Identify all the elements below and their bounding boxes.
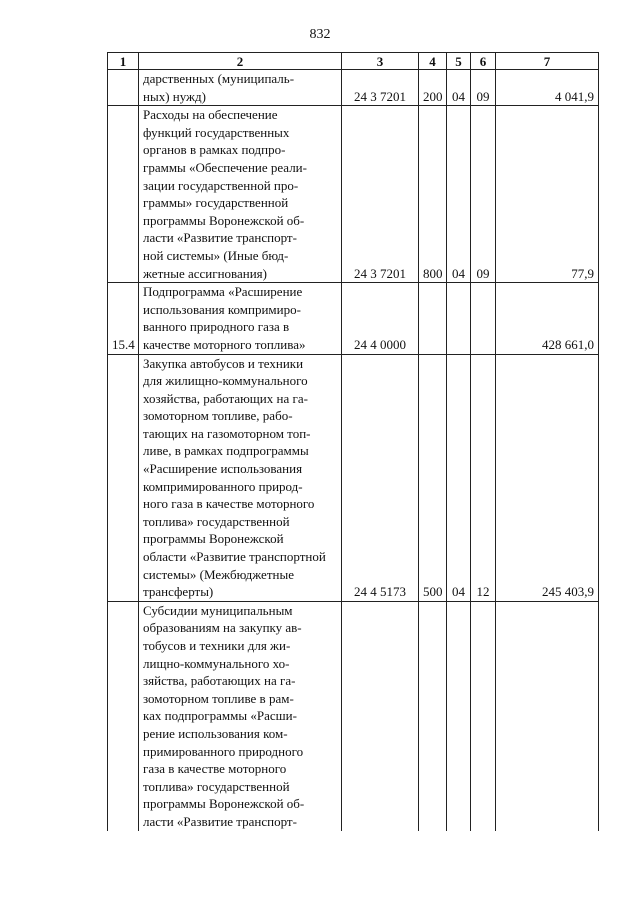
table-row: [108, 601, 599, 830]
table-header-row: [108, 53, 599, 70]
row-number: [108, 354, 139, 601]
section-code: 04: [447, 354, 471, 601]
expense-type-code: 200: [419, 70, 447, 106]
expense-type-code: 800: [419, 106, 447, 283]
amount: 4 041,9: [496, 70, 599, 106]
amount: 77,9: [496, 106, 599, 283]
column-header: 1: [108, 53, 139, 70]
section-code: 04: [447, 70, 471, 106]
amount: [496, 601, 599, 830]
subsection-code: [471, 283, 496, 354]
target-article-code: 24 4 5173: [342, 354, 419, 601]
row-description: Субсидии муниципальным образованиям на закупку ав- тобусов и техники для жи- лищно-коммунального хо- зяйства, работающих на га- зомоторном топливе в рам- ках подпрограммы «Расши- рение использования ком- примированного природного газа в качестве моторного топлива» государственной программы Воронежской об- ласти «Развитие транспорт-: [139, 601, 342, 830]
table-row: [108, 283, 599, 354]
row-number: [108, 106, 139, 283]
target-article-code: 24 3 7201: [342, 106, 419, 283]
column-header: 4: [419, 53, 447, 70]
table-row: [108, 354, 599, 601]
expense-type-code: [419, 283, 447, 354]
row-description: Расходы на обеспечение функций государственных органов в рамках подпро- граммы «Обеспечение реали- зации государственной про- граммы» государственной программы Воронежской об- ласти «Развитие транспорт- ной системы» (Иные бюд- жетные ассигнования): [139, 106, 342, 283]
expense-type-code: 500: [419, 354, 447, 601]
row-description: Закупка автобусов и техники для жилищно-коммунального хозяйства, работающих на га- зомоторном топливе, рабо- тающих на газомоторном топ- ливе, в рамках подпрограммы «Расширение использования компримированного природ- ного газа в качестве моторного топлива» государственной программы Воронежской области «Развитие транспортной системы» (Межбюджетные трансферты): [139, 354, 342, 601]
table-row: [108, 106, 599, 283]
column-header: 3: [342, 53, 419, 70]
row-number: [108, 70, 139, 106]
row-number: [108, 601, 139, 830]
row-description: Подпрограмма «Расширение использования компримиро- ванного природного газа в качестве моторного топлива»: [139, 283, 342, 354]
subsection-code: 09: [471, 70, 496, 106]
subsection-code: 12: [471, 354, 496, 601]
target-article-code: 24 3 7201: [342, 70, 419, 106]
subsection-code: [471, 601, 496, 830]
column-header: 2: [139, 53, 342, 70]
amount: 245 403,9: [496, 354, 599, 601]
expense-type-code: [419, 601, 447, 830]
section-code: [447, 601, 471, 830]
amount: 428 661,0: [496, 283, 599, 354]
row-number: 15.4: [108, 283, 139, 354]
page-number: 832: [309, 27, 331, 42]
table-row: [108, 70, 599, 106]
target-article-code: [342, 601, 419, 830]
budget-table: [107, 52, 599, 831]
target-article-code: 24 4 0000: [342, 283, 419, 354]
section-code: 04: [447, 106, 471, 283]
column-header: 7: [496, 53, 599, 70]
row-description: дарственных (муниципаль- ных) нужд): [139, 70, 342, 106]
subsection-code: 09: [471, 106, 496, 283]
column-header: 5: [447, 53, 471, 70]
section-code: [447, 283, 471, 354]
column-header: 6: [471, 53, 496, 70]
